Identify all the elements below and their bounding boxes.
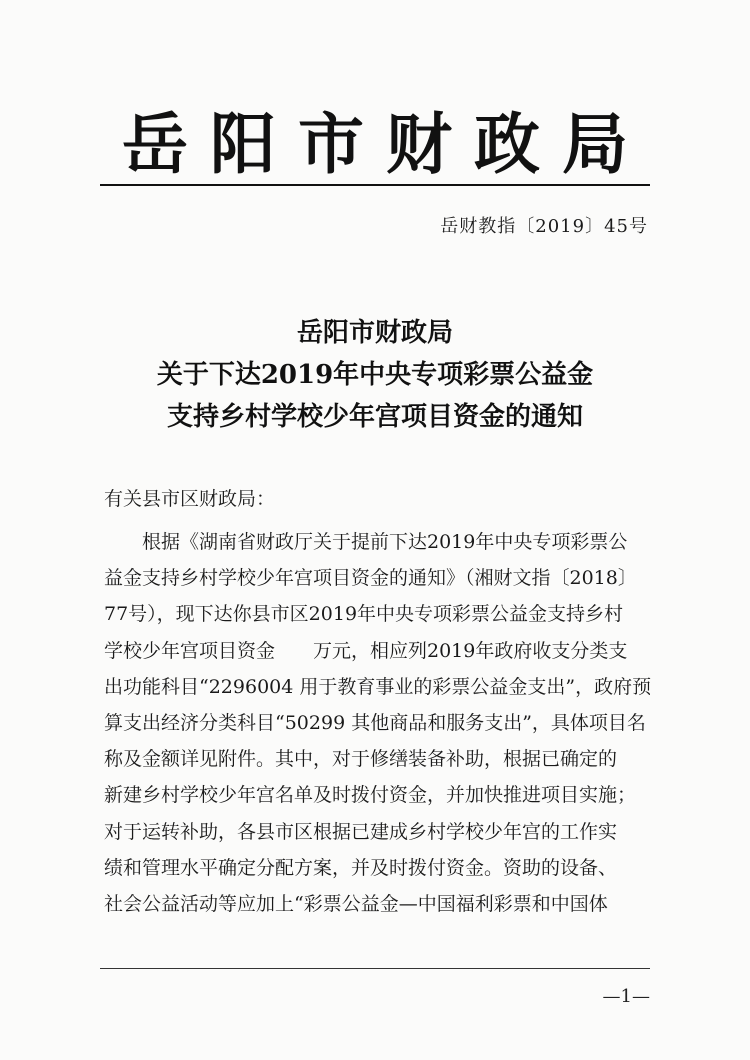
footer-divider (100, 968, 650, 969)
body-line: 益金支持乡村学校少年宫项目资金的通知》（湘财文指〔2018〕 (104, 567, 637, 590)
body-line: 称及金额详见附件。其中，对于修缮装备补助，根据已确定的 (104, 748, 618, 771)
body-line: 学校少年宫项目资金 万元，相应列2019年政府收支分类支 (104, 639, 628, 662)
body-paragraph (104, 524, 652, 922)
notice-title (0, 312, 750, 438)
masthead-title: 岳阳市财政局 (122, 106, 650, 183)
body-line: 算支出经济分类科目“50299 其他商品和服务支出”，具体项目名 (104, 712, 646, 735)
masthead-divider (100, 184, 650, 186)
body-line: 社会公益活动等应加上“彩票公益金—中国福利彩票和中国体 (104, 893, 608, 916)
body-line: 新建乡村学校少年宫名单及时拨付资金，并加快推进项目实施； (104, 784, 637, 807)
body-line: 根据《湖南省财政厅关于提前下达2019年中央专项彩票公 (142, 531, 628, 553)
title-line: 关于下达2019年中央专项彩票公益金 (156, 360, 594, 390)
title-line: 岳阳市财政局 (296, 318, 453, 348)
salutation: 有关县市区财政局： (104, 488, 276, 510)
body-line: 77号），现下达你县市区2019年中央专项彩票公益金支持乡村 (104, 603, 624, 626)
body-line: 出功能科目“2296004 用于教育事业的彩票公益金支出”，政府预 (104, 675, 652, 698)
page-number: —1— (602, 986, 650, 1007)
body-line: 对于运转补助，各县市区根据已建成乡村学校少年宫的工作实 (104, 820, 618, 843)
document-number: 岳财教指〔2019〕45号 (440, 216, 648, 237)
title-line: 支持乡村学校少年宫项目资金的通知 (166, 402, 583, 432)
body-line: 绩和管理水平确定分配方案，并及时拨付资金。资助的设备、 (104, 856, 618, 879)
